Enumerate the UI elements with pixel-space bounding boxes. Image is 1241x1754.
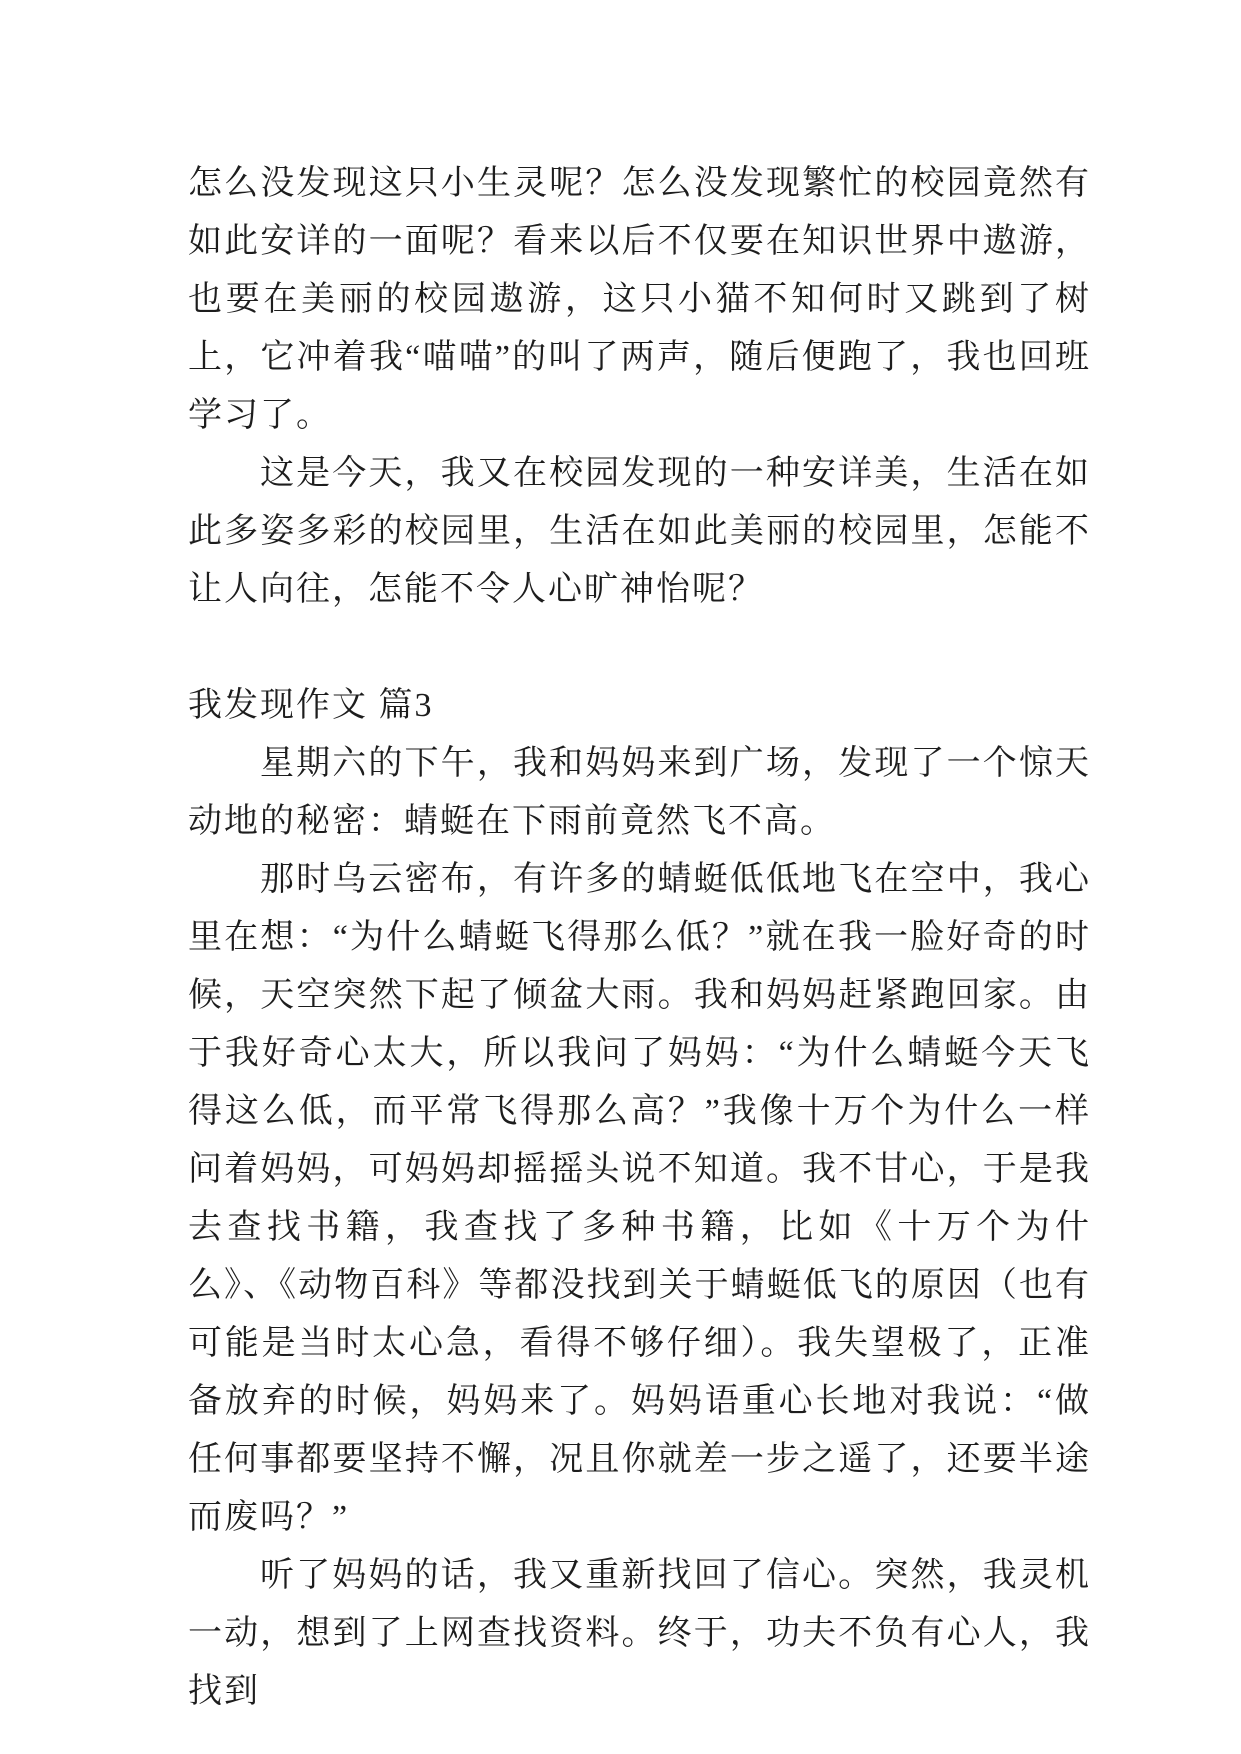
essay-paragraph-cutoff: 听了妈妈的话，我又重新找回了信心。突然，我灵机一动，想到了上网查找资料。终于，功夫不负有心人，我找到: [188, 1557, 1091, 1710]
essay-paragraph-continuation: 怎么没发现这只小生灵呢？怎么没发现繁忙的校园竟然有如此安详的一面呢？看来以后不仅要在知识世界中遨游，也要在美丽的校园遨游，这只小猫不知何时又跳到了树上，它冲着我“喵喵”的叫了两声，随后便跑了，我也回班学习了。: [188, 165, 1091, 434]
section-heading: 我发现作文 篇3: [188, 687, 434, 724]
essay-paragraph: 星期六的下午，我和妈妈来到广场，发现了一个惊天动地的秘密：蜻蜓在下雨前竟然飞不高。: [188, 745, 1091, 840]
essay-paragraph: 那时乌云密布，有许多的蜻蜓低低地飞在空中，我心里在想：“为什么蜻蜓飞得那么低？”就在我一脸好奇的时候，天空突然下起了倾盆大雨。我和妈妈赶紧跑回家。由于我好奇心太大，所以我问了妈妈：“为什么蜻蜓今天飞得这么低，而平常飞得那么高？”我像十万个为什么一样问着妈妈，可妈妈却摇摇头说不知道。我不甘心，于是我去查找书籍，我查找了多种书籍，比如《十万个为什么》、《动物百科》等都没找到关于蜻蜓低飞的原因（也有可能是当时太心急，看得不够仔细）。我失望极了，正准备放弃的时候，妈妈来了。妈妈语重心长地对我说：“做任何事都要坚持不懈，况且你就差一步之遥了，还要半途而废吗？”: [188, 861, 1091, 1536]
essay-paragraph: 这是今天，我又在校园发现的一种安详美，生活在如此多姿多彩的校园里，生活在如此美丽的校园里，怎能不让人向往，怎能不令人心旷神怡呢？: [188, 455, 1091, 608]
